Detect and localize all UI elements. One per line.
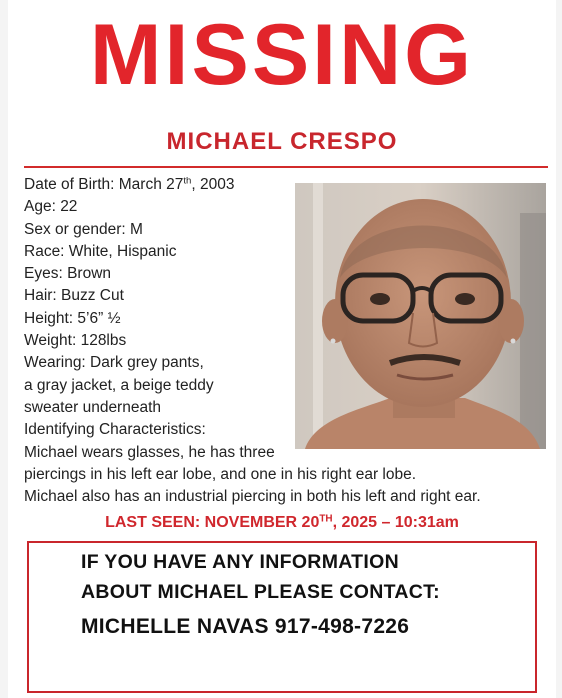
person-name: MICHAEL CRESPO — [166, 128, 398, 155]
race: Race: White, Hispanic — [24, 242, 177, 260]
height: Height: 5’6” ½ — [24, 309, 121, 327]
divider — [24, 166, 548, 168]
last-seen-time: , 2025 – 10:31am — [332, 514, 459, 531]
hair: Hair: Buzz Cut — [24, 287, 124, 305]
dob-label: Date of Birth: — [24, 176, 119, 193]
date-of-birth — [24, 174, 299, 196]
age: Age: 22 — [24, 198, 78, 216]
wearing-line-3: sweater underneath — [24, 398, 162, 416]
identifying-label: Identifying Characteristics: — [24, 421, 206, 439]
last-seen — [8, 514, 556, 532]
last-seen-date: LAST SEEN: NOVEMBER 20 — [105, 514, 320, 531]
missing-poster — [8, 0, 556, 698]
sex-or-gender: Sex or gender: M — [24, 220, 143, 238]
weight: Weight: 128lbs — [24, 332, 127, 350]
contact-line-1: IF YOU HAVE ANY INFORMATION — [81, 551, 399, 573]
dob-year: , 2003 — [191, 176, 235, 193]
wearing-line-1: Wearing: Dark grey pants, — [24, 354, 204, 372]
wearing-line-2: a gray jacket, a beige teddy — [24, 376, 214, 394]
poster-title: MISSING — [89, 7, 475, 103]
eyes: Eyes: Brown — [24, 265, 112, 283]
person-details — [24, 174, 299, 464]
person-photo — [295, 183, 546, 449]
contact-name-phone: MICHELLE NAVAS 917-498-7226 — [81, 615, 410, 638]
dob-suffix: th — [183, 175, 192, 187]
identifying-line-1: Michael wears glasses, he has three — [24, 443, 275, 461]
identifying-line-3: Michael also has an industrial piercing in both his left and right ear. — [24, 488, 481, 505]
contact-box — [27, 541, 537, 693]
contact-line-2: ABOUT MICHAEL PLEASE CONTACT: — [81, 581, 440, 603]
identifying-line-2: piercings in his left ear lobe, and one in his right ear lobe. — [24, 466, 417, 483]
dob-month-day: March 27 — [118, 176, 184, 193]
last-seen-suffix: TH — [319, 513, 333, 525]
